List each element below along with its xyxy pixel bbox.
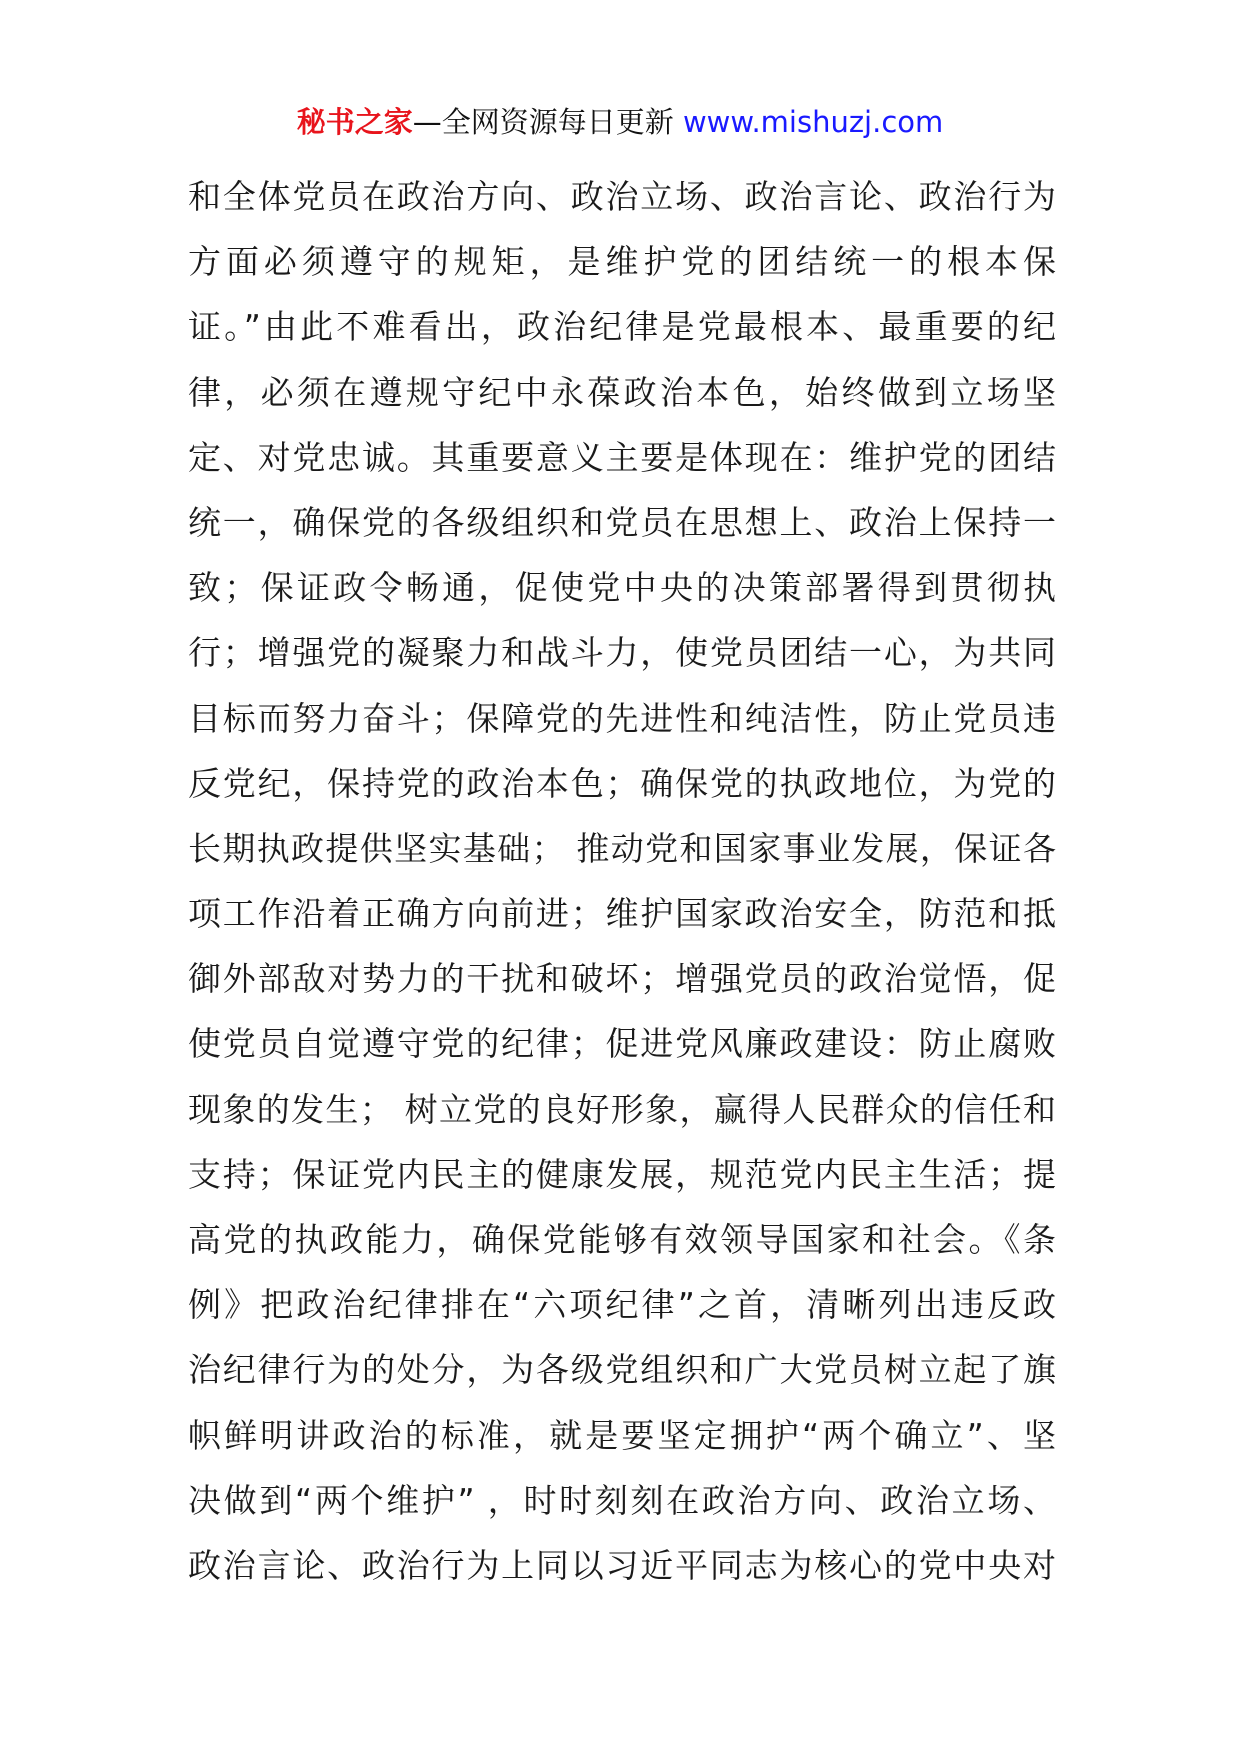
text-line: 定、对党忠诚。其重要意义主要是体现在：维护党的团结 — [188, 437, 1056, 477]
text-line: 项工作沿着正确方向前进；维护国家政治安全，防范和抵 — [188, 894, 1056, 934]
text-line: 帜鲜明讲政治的标准，就是要坚定拥护“两个确立”、坚 — [188, 1415, 1056, 1455]
text-line: 治纪律行为的处分，为各级党组织和广大党员树立起了旗 — [188, 1350, 1056, 1390]
text-line: 行；增强党的凝聚力和战斗力，使党员团结一心，为共同 — [188, 633, 1056, 673]
text-line: 证。”由此不难看出，政治纪律是党最根本、最重要的纪 — [188, 307, 1056, 347]
text-line: 方面必须遵守的规矩，是维护党的团结统一的根本保 — [188, 242, 1056, 282]
text-line: 反党纪，保持党的政治本色；确保党的执政地位，为党的 — [188, 763, 1056, 803]
text-line: 支持；保证党内民主的健康发展，规范党内民主生活；提 — [188, 1154, 1056, 1194]
header-brand: 秘书之家 — [296, 105, 413, 139]
page-header — [0, 100, 1240, 144]
text-line: 政治言论、政治行为上同以习近平同志为核心的党中央对 — [188, 1545, 1056, 1585]
text-line: 高党的执政能力，确保党能够有效领导国家和社会。《条 — [188, 1220, 1056, 1259]
text-line: 决做到“两个维护” ，时时刻刻在政治方向、政治立场、 — [188, 1480, 1056, 1520]
text-line: 现象的发生； 树立党的良好形象，赢得人民群众的信任和 — [188, 1089, 1056, 1129]
text-line: 致；保证政令畅通，促使党中央的决策部署得到贯彻执 — [188, 568, 1056, 608]
text-line: 律，必须在遵规守纪中永葆政治本色，始终做到立场坚 — [188, 372, 1056, 412]
text-line: 和全体党员在政治方向、政治立场、政治言论、政治行为 — [188, 177, 1056, 216]
text-line: 例》把政治纪律排在“六项纪律”之首，清晰列出违反政 — [188, 1285, 1056, 1325]
text-line: 御外部敌对势力的干扰和破坏；增强党员的政治觉悟，促 — [188, 959, 1056, 999]
header-url-link[interactable]: www.mishuzj.com — [682, 105, 944, 139]
text-line: 使党员自觉遵守党的纪律；促进党风廉政建设：防止腐败 — [188, 1024, 1056, 1064]
body-paragraph — [188, 164, 1056, 1598]
text-line: 目标而努力奋斗；保障党的先进性和纯洁性，防止党员违 — [188, 698, 1056, 738]
header-tagline: —全网资源每日更新 — [412, 105, 674, 139]
text-line: 长期执政提供坚实基础； 推动党和国家事业发展，保证各 — [188, 828, 1056, 868]
text-line: 统一，确保党的各级组织和党员在思想上、政治上保持一 — [188, 502, 1056, 542]
